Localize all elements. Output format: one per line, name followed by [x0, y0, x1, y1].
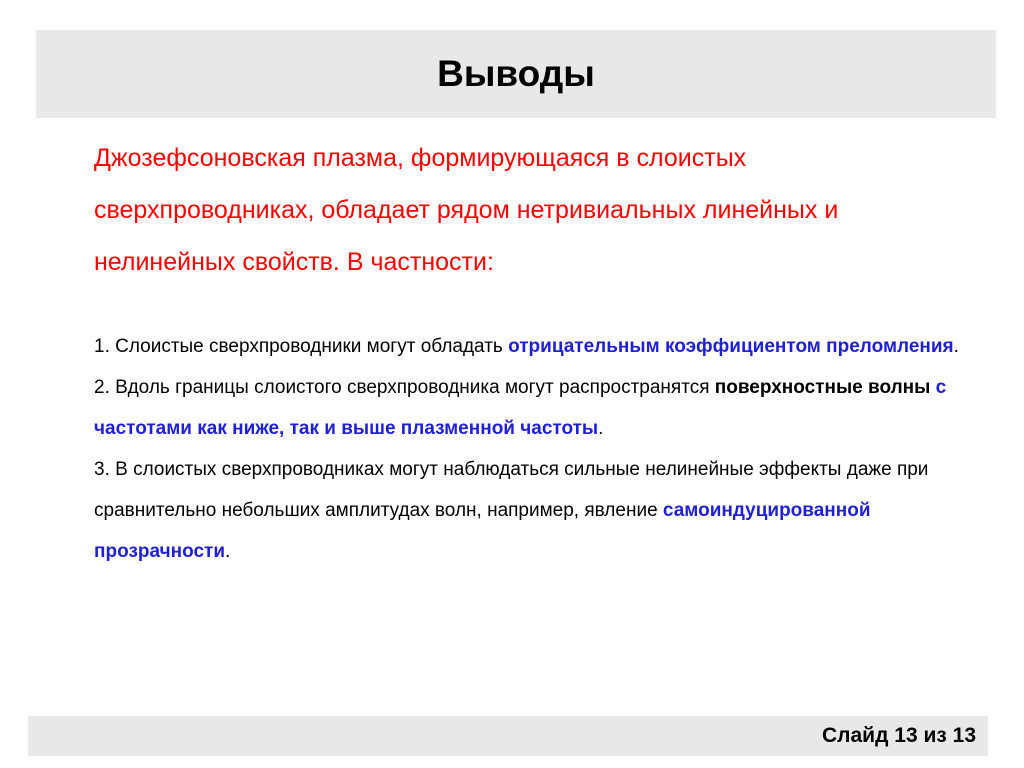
item-2-end: .: [598, 418, 604, 439]
slide-counter: Слайд 13 из 13: [822, 724, 976, 747]
item-2-text: 2. Вдоль границы слоистого сверхпроводника могут распространятся: [94, 377, 715, 398]
item-2-emphasis-blue: с частотами как ниже, так и выше плазменной частоты: [94, 377, 947, 439]
conclusion-item-3: [94, 449, 974, 572]
intro-text: Джозефсоновская плазма, формирующаяся в слоистых сверхпроводниках, обладает рядом нетривиальных линейных и нелинейных свойств. В частности:: [94, 144, 839, 276]
item-3-end: .: [225, 541, 231, 562]
item-3-emphasis: самоиндуцированной прозрачности: [94, 500, 871, 562]
conclusions-list: [94, 326, 974, 572]
title-bar: [36, 30, 996, 118]
slide-title: Выводы: [437, 53, 595, 94]
footer-bar: [28, 716, 988, 756]
conclusion-item-2: [94, 367, 974, 449]
item-1-emphasis: отрицательным коэффициентом преломления: [508, 336, 954, 357]
item-3-text: 3. В слоистых сверхпроводниках могут наблюдаться сильные нелинейные эффекты даже при сравнительно небольших амплитудах волн, например, явление: [94, 459, 929, 521]
item-1-end: .: [953, 336, 959, 357]
conclusion-item-1: [94, 326, 974, 367]
item-1-text: 1. Слоистые сверхпроводники могут обладать: [94, 336, 509, 357]
item-2-emphasis-black: поверхностные волны: [714, 377, 931, 398]
